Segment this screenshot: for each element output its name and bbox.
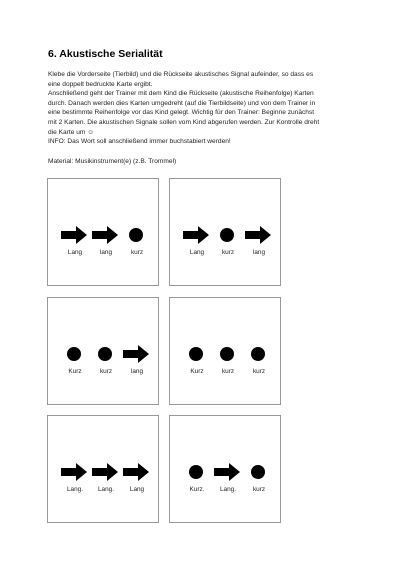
signal-label: kurz bbox=[99, 368, 113, 375]
long-signal-arrow-icon bbox=[92, 225, 118, 245]
instructions-line: eine bestimmte Reihenfolge vor das Kind gelegt. Wichtig für den Trainer: Beginne zunächst bbox=[48, 109, 315, 117]
instructions-paragraph bbox=[48, 70, 368, 147]
long-signal-arrow-icon bbox=[123, 344, 149, 364]
signal-label: Lang bbox=[189, 249, 205, 256]
signal-card bbox=[47, 178, 159, 286]
signal-label: Lang bbox=[129, 486, 145, 493]
signal-card bbox=[47, 297, 159, 405]
material-line: Material: Musikinstrument(e) (z.B. Trommel) bbox=[48, 158, 177, 165]
signal-label: Lang bbox=[67, 249, 83, 256]
instructions-line: Klebe die Vorderseite (Tierbild) und die Rückseite akustisches Signal aufeinder, so dass es bbox=[48, 71, 314, 78]
signal-label: kurz bbox=[252, 486, 266, 493]
signal-label: kurz bbox=[252, 368, 266, 375]
signal-card bbox=[47, 415, 159, 523]
long-signal-arrow-icon bbox=[61, 462, 87, 482]
instructions-line: Anschließend geht der Trainer mit dem Kind die Rückseite (akustische Reihenfolge) Karten bbox=[48, 90, 314, 98]
signal-label: Lang. bbox=[67, 486, 83, 493]
signal-label: Lang. bbox=[98, 486, 114, 493]
signal-card bbox=[169, 415, 281, 523]
signal-label: kurz bbox=[130, 249, 144, 256]
instructions-line: durch. Danach werden dies Karten umgedreht (auf die Tierbildseite) und von dem Trainer in bbox=[48, 99, 316, 107]
signal-card bbox=[169, 178, 281, 286]
signal-label: lang bbox=[252, 249, 266, 256]
page-title: 6. Akustische Serialität bbox=[48, 48, 163, 60]
instructions-line: INFO: Das Wort soll anschließend immer buchstabiert werden! bbox=[48, 138, 231, 146]
signal-label: kurz bbox=[221, 368, 235, 375]
long-signal-arrow-icon bbox=[61, 225, 87, 245]
short-signal-dot-icon bbox=[183, 462, 209, 482]
long-signal-arrow-icon bbox=[245, 225, 271, 245]
short-signal-dot-icon bbox=[245, 344, 271, 364]
signal-label: Kurz bbox=[68, 368, 82, 375]
instructions-line: eine doppelt bedruckte Karte ergibt. bbox=[48, 80, 153, 88]
short-signal-dot-icon bbox=[214, 225, 240, 245]
signal-label: kurz bbox=[221, 249, 235, 256]
short-signal-dot-icon bbox=[92, 344, 118, 364]
signal-label: lang bbox=[130, 368, 144, 375]
instructions-line: die Karte um ☺ bbox=[48, 128, 94, 136]
short-signal-dot-icon bbox=[183, 344, 209, 364]
signal-label: Kurz. bbox=[189, 486, 205, 493]
signal-label: Lang. bbox=[220, 486, 236, 493]
instructions-line: mit 2 Karten. Die akustischen Signale sollen vom Kind abgerufen werden. Zur Kontrolle dreht bbox=[48, 118, 320, 126]
long-signal-arrow-icon bbox=[123, 462, 149, 482]
signal-label: lang bbox=[99, 249, 113, 256]
long-signal-arrow-icon bbox=[214, 462, 240, 482]
short-signal-dot-icon bbox=[61, 344, 87, 364]
signal-card bbox=[169, 297, 281, 405]
short-signal-dot-icon bbox=[214, 344, 240, 364]
short-signal-dot-icon bbox=[123, 225, 149, 245]
short-signal-dot-icon bbox=[245, 462, 271, 482]
long-signal-arrow-icon bbox=[92, 462, 118, 482]
long-signal-arrow-icon bbox=[183, 225, 209, 245]
signal-label: Kurz bbox=[190, 368, 204, 375]
